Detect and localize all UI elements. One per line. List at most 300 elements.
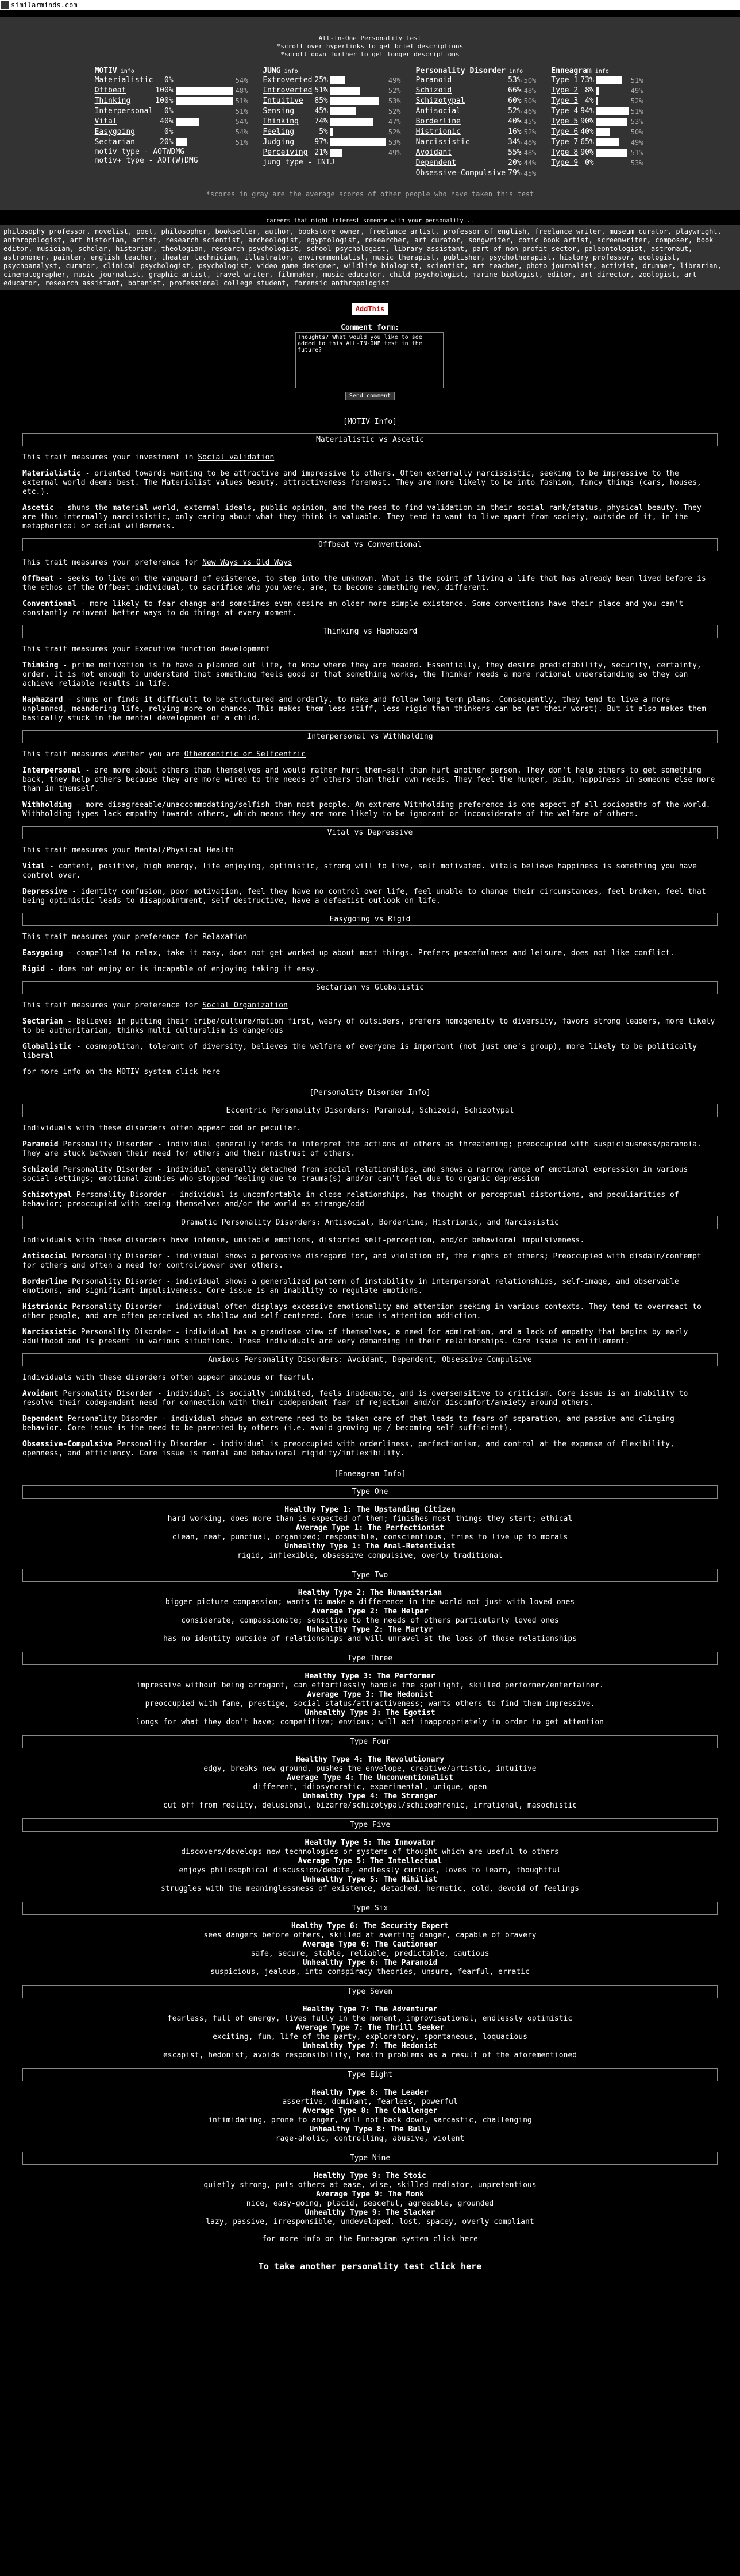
pd-description [22,1389,718,1408]
ennea-type-block [22,2005,718,2060]
jung-label[interactable]: Extroverted [263,76,313,84]
motiv-description-text: - more disagreeable/unaccommodating/selfish than most people. An extreme Withholding preference is one aspect of all sociopaths of the world. Withholding types lack empathy towards others, which means they are more likely to be ignorant or inconsiderate of the welfare of others. [22,801,711,818]
disorder-row [416,137,539,148]
motiv-average: 54% [235,76,248,84]
jung-bar-cell [330,86,388,96]
enneagram-label[interactable]: Type 5 [551,117,579,126]
motiv-label[interactable]: Thinking [94,96,131,105]
jung-average: 53% [388,97,401,105]
pd-term: Avoidant [22,1389,59,1398]
ennea-level-name: Average Type 9: The Monk [316,2190,424,2199]
jung-average: 49% [388,76,401,84]
ennea-level-name: Unhealthy Type 7: The Hedonist [302,2042,438,2050]
motiv-term: Thinking [22,661,59,670]
motiv-bar-cell [176,96,236,106]
pd-term: Obsessive-Compulsive [22,1440,113,1449]
pd-description-text: Personality Disorder - individual shows a generalized pattern of instability in interpersonal relationships, self-image, and observable emotions, and significant impulsiveness. Core issue is an inability to regulate emotions. [22,1277,679,1295]
motiv-row [95,106,250,117]
motiv-section-intro [22,750,718,759]
motiv-plus-type: motiv+ type - AOT(W)DMG [94,156,198,165]
motiv-row [95,117,250,127]
ennea-level-title [22,1607,718,1616]
motiv-row [95,96,250,106]
motiv-description-text: - believes in putting their tribe/culture/nation first, weary of outsiders, prefers homogeneity to diversity, favors strong leaders, more likely to be authoritarian, thinks multi culturalism is dangerous [22,1017,715,1035]
jung-average: 52% [388,128,401,136]
motiv-description-text: - identity confusion, poor motivation, feel they have no control over life, feel unable to change their circumstances, feel broken, feel that being optimistic leads to disappointment, self destructive, have a defeatist outlook on life. [22,887,706,905]
motiv-score: 0% [164,107,174,115]
pd-term: Narcissistic [22,1328,76,1337]
motiv-section-title: Easygoing vs Rigid [22,913,718,926]
pd-term: Paranoid [22,1140,59,1149]
motiv-description [22,887,718,906]
motiv-row [95,137,250,148]
enneagram-average: 51% [630,107,643,115]
motiv-section-title: Materialistic vs Ascetic [22,433,718,446]
jung-score: 97% [314,138,328,146]
pd-description-text: Personality Disorder - individual is uncomfortable in close relationships, has thought or perceptual distortions, and peculiarities of behavior; preoccupied with seeing themselves and/or the world as strange/odd [22,1191,679,1208]
jung-label[interactable]: Judging [263,138,295,146]
intro [0,34,740,59]
ennea-info-sections [22,1485,718,2227]
motiv-description [22,949,718,958]
ennea-level-title [22,2125,718,2134]
disorder-row [416,75,539,86]
enneagram-label[interactable]: Type 1 [551,76,579,84]
ennea-type-title: Type Seven [22,1985,718,1998]
jung-label[interactable]: Intuitive [263,96,303,105]
jung-average: 52% [388,107,401,115]
jung-label[interactable]: Thinking [263,117,299,126]
ennea-level-name: Average Type 1: The Perfectionist [295,1524,445,1532]
enneagram-table [551,75,645,168]
site-logo-icon[interactable] [1,1,9,9]
motiv-bar-cell [176,106,236,117]
ennea-level-title [22,1755,718,1764]
motiv-type: motiv type - AOTWDMG [94,148,185,156]
motiv-section-intro [22,1001,718,1010]
motiv-section-title: Vital vs Depressive [22,826,718,839]
motiv-section-intro [22,933,718,942]
enneagram-row [551,106,645,117]
motiv-term: Globalistic [22,1042,72,1051]
jung-score: 21% [314,148,328,157]
enneagram-info-link[interactable]: info [595,68,609,75]
motiv-section-intro [22,645,718,654]
ennea-level-desc: bigger picture compassion; wants to make a difference in the world not just with loved ones [165,1598,575,1606]
enneagram-row [551,127,645,137]
disorder-label[interactable]: Paranoid [415,76,452,84]
enneagram-score: 65% [580,138,594,146]
motiv-term: Vital [22,862,45,871]
motiv-description [22,1042,718,1061]
site-name[interactable]: similarminds.com [11,1,78,9]
motiv-row [95,127,250,137]
jung-score: 5% [319,128,328,136]
enneagram-average: 53% [630,118,643,126]
another-test-link[interactable]: here [461,2261,482,2272]
jung-bar-cell [330,127,388,137]
ennea-level-title [22,1875,718,1884]
disorder-row [416,148,539,158]
ennea-level-title [22,1589,718,1598]
pd-description [22,1252,718,1270]
motiv-term: Withholding [22,801,72,809]
pd-description-text: Personality Disorder - individual is preoccupied with orderliness, perfectionism, and control at the expense of flexibility, openness, and efficiency. Core issue is mental and behavioral rigidity/inflexibility. [22,1440,675,1458]
motiv-average: 54% [235,118,248,126]
test-title: All-In-One Personality Test [318,34,422,42]
disorder-average: 50% [523,97,537,105]
ennea-type-block [22,1672,718,1727]
careers-list: philosophy professor, novelist, poet, philosopher, bookseller, author, bookstore owner, freelance artist, professor of english, freelance writer, museum curator, playwright, anthropologist, art historian, artist, research scientist, archeologist, egyptologist, researcher, art curator, songwriter, comic book artist, screenwriter, composer, book editor, musician, scholar, historian, theologian, research psychologist, school psychologist, library assistant, part of non profit sector, paleontologist, astronaut, astronomer, painter, english teacher, theater technician, illustrator, environmentalist, music therapist, publisher, psychotherapist, history professor, ecologist, psychoanalyst, curator, clinical psychologist, psychologist, video game designer, wildlife biologist, scientist, art teacher, photo journalist, activist, drummer, librarian, cinematographer, music journalist, graphic artist, travel writer, filmmaker, music educator, child psychologist, marine biologist, editor, art director, zoologist, art educator, research assistant, botanist, professional college student, forensic anthropologist [0,225,740,290]
disorder-average: 44% [523,159,537,167]
disorder-average: 45% [523,118,537,126]
motiv-average: 54% [235,128,248,136]
intro-note-2: *scroll down further to get longer descriptions [280,51,460,58]
disorder-average: 46% [523,107,537,115]
ennea-level-desc: preoccupied with fame, prestige, social status/attractiveness; wants others to find them impressive. [145,1700,595,1708]
ennea-level-title [22,1922,718,1931]
pd-cluster-intro: Individuals with these disorders often appear anxious or fearful. [22,1373,315,1382]
jung-label[interactable]: Feeling [263,128,295,136]
ennea-level-desc: exciting, fun, life of the party, exploratory, spontaneous, loquacious [213,2033,527,2041]
enneagram-score: 73% [580,76,594,84]
ennea-level-desc: escapist, hedonist, avoids responsibility, health problems as a result of the aforementioned [163,2051,577,2060]
motiv-bar-cell [176,75,236,86]
pd-description [22,1440,718,1458]
intro-link[interactable]: Social Organization [202,1001,288,1010]
ennea-level-desc: nice, easy-going, placid, peaceful, agreeable, grounded [246,2199,494,2208]
disorder-column [416,67,539,179]
enneagram-score: 0% [585,159,594,167]
disorder-label[interactable]: Histrionic [415,128,461,136]
jung-bar-cell [330,96,388,106]
jung-row [263,117,403,127]
intro-link[interactable]: Mental/Physical Health [134,846,234,855]
enneagram-label[interactable]: Type 6 [551,128,579,136]
enneagram-score-bar [596,138,619,146]
intro-link[interactable]: New Ways vs Old Ways [202,558,292,567]
ennea-level-name: Average Type 5: The Intellectual [298,1857,442,1866]
comment-textarea[interactable]: Thoughts? What would you like to see added to this ALL-IN-ONE test in the future? [295,332,444,388]
addthis-share-button[interactable]: AddThis [352,303,389,315]
enneagram-title: Enneagram info [551,67,609,75]
jung-label[interactable]: Introverted [263,86,313,95]
jung-average: 49% [388,149,401,157]
intro-link[interactable]: Relaxation [202,933,248,941]
ennea-level-title [22,1505,718,1515]
jung-type-link[interactable]: INTJ [317,158,335,167]
ennea-level-title [22,2023,718,2033]
jung-score-bar [330,128,333,136]
jung-score-bar [330,149,342,157]
ennea-type-block [22,1755,718,1810]
ennea-level-name: Healthy Type 9: The Stoic [314,2172,426,2180]
ennea-level-title [22,1709,718,1718]
disorder-info-link[interactable]: info [509,68,523,75]
motiv-label[interactable]: Interpersonal [94,107,153,115]
pd-cluster-intro: Individuals with these disorders have intense, unstable emotions, distorted self-perception, and/or behavioral impulsiveness. [22,1236,585,1245]
ennea-level-title [22,1690,718,1700]
disorder-label[interactable]: Narcissistic [415,138,470,146]
jung-score-bar [330,87,360,95]
ennea-level-name: Average Type 2: The Helper [311,1607,429,1616]
ennea-type-block [22,1505,718,1561]
ennea-level-desc: suspicious, jealous, into conspiracy theories, unsure, fearful, erratic [210,1968,530,1976]
pd-description [22,1303,718,1321]
motiv-section-title: Thinking vs Haphazard [22,625,718,638]
motiv-label[interactable]: Materialistic [94,76,153,84]
jung-info-link[interactable]: info [284,68,298,75]
ennea-type-title: Type One [22,1485,718,1499]
ennea-level-desc: assertive, dominant, fearless, powerful [282,2098,458,2106]
enneagram-label[interactable]: Type 8 [551,148,579,157]
motiv-score: 20% [160,138,174,146]
send-comment-button[interactable]: Send comment [345,392,395,400]
motiv-label[interactable]: Vital [94,117,117,126]
ennea-level-name: Unhealthy Type 9: The Slacker [305,2208,435,2217]
motiv-description-text: - cosmopolitan, tolerant of diversity, believes the welfare of everyone is important (not just one's group), more likely to be politically liberal [22,1042,697,1060]
ennea-level-title [22,1672,718,1681]
enneagram-bar-cell [596,158,631,168]
motiv-info-header: [MOTIV Info] [343,418,397,426]
ennea-level-name: Healthy Type 1: The Upstanding Citizen [284,1505,456,1514]
motiv-description [22,600,718,618]
motiv-description [22,1017,718,1036]
motiv-description [22,574,718,593]
jung-score-bar [330,138,386,146]
enneagram-bar-cell [596,127,631,137]
enneagram-score-bar [596,76,622,84]
ennea-level-name: Healthy Type 7: The Adventurer [302,2005,438,2014]
motiv-term: Rigid [22,965,45,974]
jung-bar-cell [330,75,388,86]
results-grid [0,67,740,179]
motiv-term: Depressive [22,887,68,896]
motiv-description [22,504,718,531]
intro-text: This trait measures whether you are [22,750,180,759]
disorder-row [416,117,539,127]
motiv-section-title: Sectarian vs Globalistic [22,981,718,994]
ennea-level-name: Unhealthy Type 2: The Martyr [307,1625,433,1634]
average-score-note: *scores in gray are the average scores of other people who have taken this test [206,190,534,198]
pd-description-text: Personality Disorder - individual has a grandiose view of themselves, a need for admiration, and a lack of empathy that begins by early adulthood and is present in various situations. These individuals are very demanding in their relationships. Core issue is entitlement. [22,1328,688,1346]
enneagram-score-bar [596,149,627,157]
share-area [0,303,740,315]
jung-score: 25% [314,76,328,84]
ennea-level-title [22,1959,718,1968]
enneagram-label[interactable]: Type 9 [551,159,579,167]
ennea-level-name: Average Type 8: The Challenger [302,2107,438,2115]
comment-form [295,323,445,400]
motiv-term: Materialistic [22,469,81,478]
enneagram-average: 49% [630,138,643,146]
disorder-score: 53% [508,76,522,84]
disorder-label[interactable]: Obsessive-Compulsive [415,169,506,177]
enneagram-average: 50% [630,128,643,136]
ennea-level-desc: cut off from reality, delusional, bizarre/schizotypal/schizophrenic, irrational, masochistic [163,1801,577,1810]
motiv-score-bar [176,138,187,146]
motiv-bar-cell [176,137,236,148]
ennea-type-title: Type Four [22,1735,718,1748]
enneagram-bar-cell [596,86,631,96]
ennea-level-name: Healthy Type 2: The Humanitarian [298,1589,442,1597]
ennea-type-title: Type Eight [22,2068,718,2081]
motiv-label[interactable]: Offbeat [94,86,126,95]
motiv-score-bar [176,87,233,95]
motiv-more-link[interactable]: click here [175,1068,221,1076]
jung-score-bar [330,118,373,126]
intro-link[interactable]: Othercentric or Selfcentric [184,750,306,759]
comment-form-title: Comment form: [341,323,399,332]
ennea-level-name: Healthy Type 5: The Innovator [305,1839,435,1847]
enneagram-column [551,67,645,179]
disorder-label[interactable]: Avoidant [415,148,452,157]
disorder-label[interactable]: Dependent [415,159,457,167]
jung-bar-cell [330,137,388,148]
enneagram-label[interactable]: Type 2 [551,86,579,95]
ennea-type-block [22,1839,718,1894]
ennea-info-header: [Enneagram Info] [334,1470,406,1478]
disorder-score: 16% [508,128,522,136]
intro-text: This trait measures your preference for [22,933,198,941]
disorder-label[interactable]: Schizoid [415,86,452,95]
ennea-level-name: Unhealthy Type 8: The Bully [309,2125,431,2134]
pd-info-header: [Personality Disorder Info] [309,1088,431,1097]
ennea-level-desc: enjoys philosophical discussion/debate, endlessly curious, loves to learn, thoughtful [179,1866,561,1875]
enneagram-average: 51% [630,76,643,84]
disorder-label[interactable]: Borderline [415,117,461,126]
disorder-row [416,127,539,137]
disorder-title: Personality Disorder info [415,67,523,75]
jung-column [263,67,403,179]
ennea-level-title [22,2172,718,2181]
intro-link[interactable]: Social validation [198,453,275,462]
ennea-level-name: Healthy Type 3: The Performer [305,1672,435,1681]
enneagram-row [551,148,645,158]
ennea-level-title [22,2088,718,2098]
enneagram-score-bar [596,107,629,115]
enneagram-row [551,137,645,148]
results-panel [0,17,740,210]
ennea-level-desc: safe, secure, stable, reliable, predictable, cautious [250,1949,490,1958]
disorder-score: 66% [508,86,522,95]
jung-row [263,96,403,106]
enneagram-score-bar [596,87,599,95]
motiv-score: 0% [164,128,174,136]
pd-description [22,1165,718,1184]
motiv-description-text: - shuns the material world, external ideals, public opinion, and the need to find validation in their social rank/status, physical beauty. They are thus internally narcissistic, only caring about what they think is valuable. They tend to want to live apart from society, outside of it, in the metaphorical or actual wilderness. [22,504,702,531]
motiv-section-intro [22,453,718,462]
motiv-bar-cell [176,117,236,127]
pd-term: Histrionic [22,1303,68,1311]
motiv-term: Ascetic [22,504,54,512]
motiv-title: MOTIV info [94,67,134,75]
motiv-average: 48% [235,87,248,95]
ennea-level-desc: quietly strong, puts others at ease, wise, skilled mediator, unpretentious [203,2181,537,2189]
motiv-average: 51% [235,107,248,115]
motiv-score: 0% [164,76,174,84]
intro-text: This trait measures your [22,645,130,654]
disorder-average: 45% [523,169,537,177]
intro-after: development [215,645,270,654]
jung-label[interactable]: Perceiving [263,148,308,157]
intro-text: This trait measures your [22,846,130,855]
enneagram-score-bar [596,128,610,136]
ennea-level-desc: clean, neat, punctual, organized; responsible, conscientious, tries to live up to morals [172,1533,568,1542]
motiv-row [95,75,250,86]
enneagram-label[interactable]: Type 3 [551,96,579,105]
pd-description [22,1140,718,1158]
jung-score-bar [330,97,379,105]
ennea-type-title: Type Six [22,1902,718,1915]
enneagram-label[interactable]: Type 7 [551,138,579,146]
pd-description [22,1415,718,1433]
ennea-more-link[interactable]: click here [433,2235,478,2243]
ennea-level-desc: considerate, compassionate; sensitive to the needs of others particularly loved ones [181,1616,559,1625]
disorder-score: 55% [508,148,522,157]
motiv-description [22,862,718,880]
motiv-bar-cell [176,86,236,96]
jung-average: 52% [388,87,401,95]
enneagram-row [551,75,645,86]
motiv-description-text: - does not enjoy or is incapable of enjoying taking it easy. [45,965,319,974]
ennea-level-name: Average Type 7: The Thrill Seeker [295,2023,445,2032]
enneagram-row [551,117,645,127]
motiv-label[interactable]: Easygoing [94,128,136,136]
motiv-label[interactable]: Sectarian [94,138,136,146]
jung-score: 51% [314,86,328,95]
motiv-average: 51% [235,97,248,105]
jung-title: JUNG info [263,67,298,75]
motiv-score: 40% [160,117,174,126]
jung-row [263,148,403,158]
ennea-level-desc: edgy, breaks new ground, pushes the envelope, creative/artistic, intuitive [203,1764,537,1773]
disorder-label[interactable]: Antisocial [415,107,461,115]
site-header [0,0,740,10]
pd-description [22,1191,718,1209]
disorder-score: 52% [508,107,522,115]
jung-row [263,86,403,96]
ennea-level-desc: rage-aholic, controlling, abusive, violent [275,2134,465,2143]
disorder-label[interactable]: Schizotypal [415,96,465,105]
ennea-level-title [22,2107,718,2116]
ennea-level-desc: discovers/develops new technologies or systems of thought which are useful to others [181,1848,559,1856]
pd-term: Borderline [22,1277,68,1286]
jung-label[interactable]: Sensing [263,107,295,115]
ennea-level-title [22,2042,718,2051]
enneagram-label[interactable]: Type 4 [551,107,579,115]
ennea-level-name: Average Type 4: The Unconventionalist [287,1774,453,1782]
disorder-row [416,86,539,96]
motiv-row [95,86,250,96]
pd-description [22,1328,718,1346]
motiv-info-link[interactable]: info [120,68,134,75]
motiv-term: Haphazard [22,696,63,704]
jung-bar-cell [330,117,388,127]
ennea-type-block [22,2172,718,2227]
pd-cluster-title: Eccentric Personality Disorders: Paranoid, Schizoid, Schizotypal [22,1104,718,1117]
motiv-description-text: - compelled to relax, take it easy, does not get worked up about most things. Prefers peacefulness and leisure, does not like conflict. [63,949,675,957]
ennea-level-name: Average Type 6: The Cautioneer [302,1940,438,1949]
jung-bar-cell [330,148,388,158]
intro-link[interactable]: Executive function [134,645,216,654]
motiv-description-text: - shuns or finds it difficult to be structured and orderly, to make and follow long term plans. Consequently, they tend to live a more unplanned, meandering life, relying more on chance. This makes them less stiff, less rigid than thinkers can be (at their worst). But it also makes them basically stuck in the mental development of a child. [22,696,706,723]
jung-score: 74% [314,117,328,126]
jung-score: 85% [314,96,328,105]
disorder-average: 48% [523,138,537,146]
enneagram-bar-cell [596,96,631,106]
pd-info-sections [22,1104,718,1458]
